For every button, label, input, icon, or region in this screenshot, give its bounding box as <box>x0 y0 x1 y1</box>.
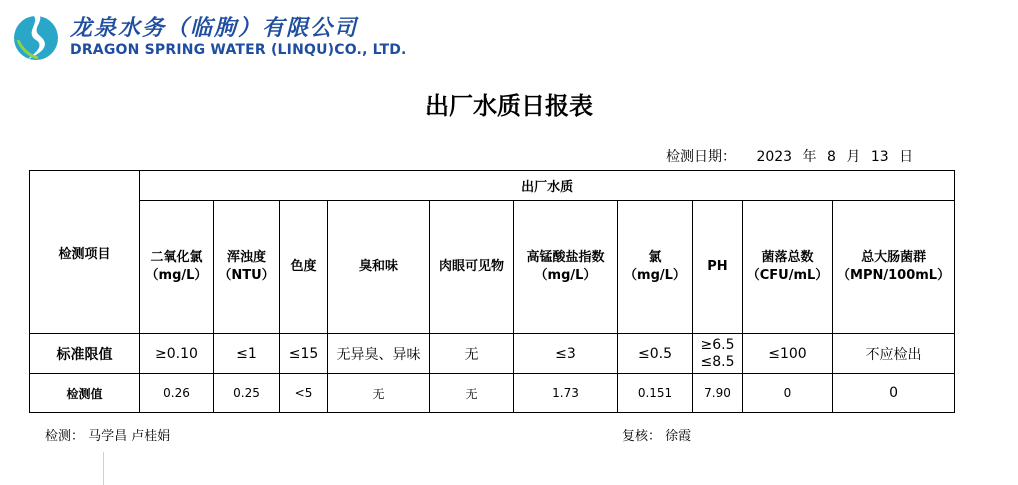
column-unit: （mg/L） <box>624 268 686 283</box>
reviewer-name: 徐霞 <box>665 429 692 444</box>
column-header <box>618 201 693 334</box>
column-name: 臭和味 <box>358 259 398 274</box>
column-name: 氯 <box>648 250 662 265</box>
inspector-names: 马学昌 卢桂娟 <box>88 429 171 444</box>
table-cell: ≤15 <box>280 334 328 374</box>
reviewer-line <box>622 425 691 444</box>
table-cell: 不应检出 <box>833 334 955 374</box>
column-header <box>430 201 514 334</box>
date-year: 2023 <box>756 149 793 165</box>
water-quality-table <box>29 170 955 413</box>
column-header <box>328 201 430 334</box>
date-month: 8 <box>827 149 836 165</box>
table-cell: 7.90 <box>693 374 743 413</box>
table-cell: ≥0.10 <box>140 334 214 374</box>
ph-max: ≤8.5 <box>700 353 735 370</box>
table-cell: ≤0.5 <box>618 334 693 374</box>
company-name-cn: 龙泉水务（临朐）有限公司 <box>70 16 359 41</box>
column-header <box>693 201 743 334</box>
table-cell-ph <box>693 334 743 374</box>
table-cell: 无 <box>430 374 514 413</box>
column-unit: （NTU） <box>218 268 275 283</box>
table-cell: 无 <box>430 334 514 374</box>
table-cell: 0.26 <box>140 374 214 413</box>
text-cursor-divider <box>103 452 104 485</box>
column-header <box>514 201 618 334</box>
table-cell: ≤3 <box>514 334 618 374</box>
column-name: 浑浊度 <box>226 250 266 265</box>
column-unit: （CFU/mL） <box>746 268 829 283</box>
inspector-line <box>45 425 170 444</box>
table-cell: 0.25 <box>214 374 280 413</box>
table-cell: ≤100 <box>743 334 833 374</box>
column-unit: （MPN/100mL） <box>837 268 951 283</box>
table-cell: 0 <box>743 374 833 413</box>
column-header <box>214 201 280 334</box>
report-date <box>666 146 919 166</box>
ph-min: ≥6.5 <box>700 336 735 353</box>
column-name: PH <box>707 259 728 274</box>
date-day: 13 <box>870 149 889 165</box>
column-header <box>280 201 328 334</box>
column-unit: （mg/L） <box>534 268 597 283</box>
column-name: 总大肠菌群 <box>861 250 927 265</box>
column-header <box>140 201 214 334</box>
column-name: 色度 <box>290 259 317 274</box>
company-name-en: DRAGON SPRING WATER (LINQU)CO., LTD. <box>70 42 407 58</box>
row-label: 标准限值 <box>30 334 140 374</box>
group-header: 出厂水质 <box>140 171 955 201</box>
table-cell: 无异臭、异味 <box>328 334 430 374</box>
table-cell: 0 <box>833 374 955 413</box>
date-year-unit: 年 <box>802 149 817 165</box>
column-name: 肉眼可见物 <box>438 259 504 274</box>
column-name: 高锰酸盐指数 <box>526 250 605 265</box>
table-cell: ≤1 <box>214 334 280 374</box>
inspector-label: 检测： <box>45 429 85 444</box>
date-day-unit: 日 <box>899 149 914 165</box>
table-row-measured <box>30 374 955 413</box>
date-month-unit: 月 <box>846 149 861 165</box>
column-name: 菌落总数 <box>761 250 814 265</box>
column-header <box>743 201 833 334</box>
row-label: 检测值 <box>30 374 140 413</box>
item-header: 检测项目 <box>30 171 140 334</box>
table-cell: 0.151 <box>618 374 693 413</box>
report-title: 出厂水质日报表 <box>425 91 593 120</box>
table-cell: <5 <box>280 374 328 413</box>
column-header <box>833 201 955 334</box>
column-unit: （mg/L） <box>145 268 208 283</box>
table-row-standard <box>30 334 955 374</box>
reviewer-label: 复核： <box>622 429 662 444</box>
water-drop-logo-icon <box>12 10 62 62</box>
table-cell: 1.73 <box>514 374 618 413</box>
table-cell: 无 <box>328 374 430 413</box>
date-label: 检测日期： <box>666 149 736 165</box>
column-name: 二氧化氯 <box>150 250 203 265</box>
